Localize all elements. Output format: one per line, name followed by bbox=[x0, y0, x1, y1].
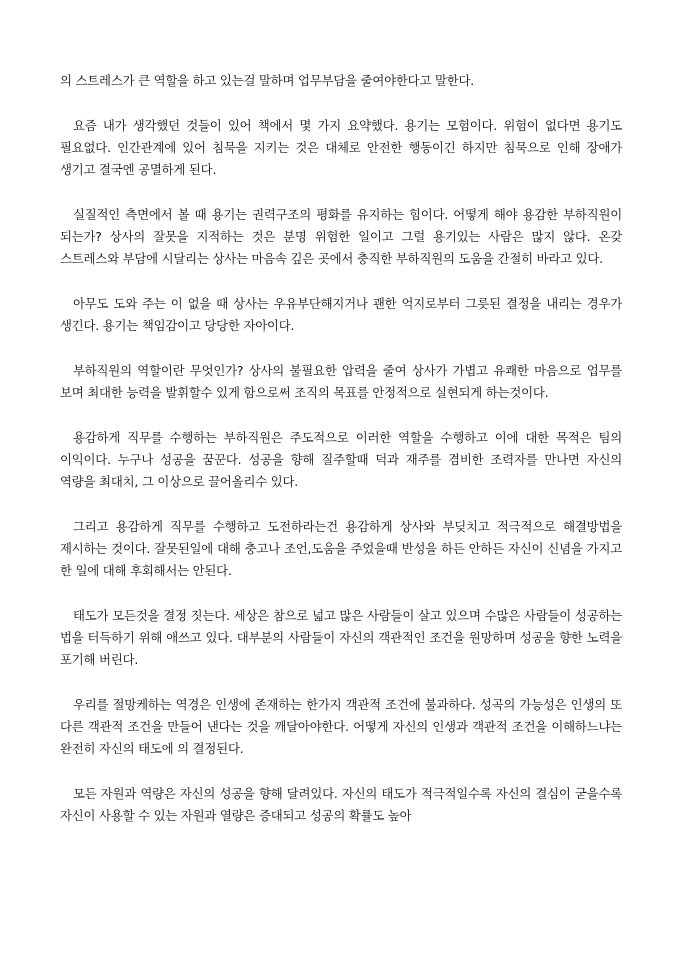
paragraph-continuation: 의 스트레스가 큰 역할을 하고 있는걸 말하며 업무부담을 줄여야한다고 말한다. bbox=[60, 73, 475, 88]
paragraph-challenge: 그리고 용감하게 직무를 수행하고 도전하라는건 용감하게 상사와 부딪치고 적극적으로 해결방법을 제시하는 것이다. 잘못된일에 대해 충고나 조언,도움을 주었을때 반성을 하든 안하든 자신이 신념을 가지고 한 일에 대해 후회해서는 안된다. bbox=[60, 519, 622, 578]
paragraph-indecision: 아무도 도와 주는 이 없을 때 상사는 우유부단해지거나 괜한 억지로부터 그릇된 결정을 내리는 경우가 생긴다. 용기는 책임감이고 당당한 자아이다. bbox=[60, 296, 622, 333]
paragraph-adversity: 우리를 절망케하는 역경은 인생에 존재하는 한가지 객관적 조건에 불과하다. 성곡의 가능성은 인생의 또 다른 객관적 조건을 만들어 낸다는 것을 깨달아야한다. 어떻게 자신의 인생과 객관적 조건을 이해하느냐는 완전히 자신의 태도에 의 결정된다. bbox=[60, 697, 622, 756]
paragraph-courage-summary: 요즘 내가 생각했던 것들이 있어 책에서 몇 가지 요약했다. 용기는 모험이다. 위험이 없다면 용기도 필요없다. 인간관계에 있어 침묵을 지키는 것은 대체로 안전한 행동이긴 하지만 침묵으로 인해 장애가 생기고 결국엔 공멸하게 된다. bbox=[60, 118, 622, 177]
paragraph-power-structure: 실질적인 측면에서 볼 때 용기는 권력구조의 평화를 유지하는 힘이다. 어떻게 해야 용감한 부하직원이 되는가? 상사의 잘못을 지적하는 것은 분명 위험한 일이고 그럴 용기있는 사람은 많지 않다. 온갖 스트레스와 부담에 시달리는 상사는 마음속 깊은 곳에서 충직한 부하직원의 도움을 간절히 바라고 있다. bbox=[60, 207, 622, 266]
document-page bbox=[60, 70, 622, 850]
paragraph-brave-duty: 용감하게 직무를 수행하는 부하직원은 주도적으로 이러한 역할을 수행하고 이에 대한 목적은 팀의 이익이다. 누구나 성공을 꿈꾼다. 성공을 향해 질주할때 덕과 재주를 겸비한 조력자를 만나면 자신의 역량을 최대치, 그 이상으로 끌어올리수 있다. bbox=[60, 430, 622, 489]
paragraph-attitude: 태도가 모든것을 결정 짓는다. 세상은 참으로 넓고 많은 사람들이 살고 있으며 수많은 사람들이 성공하는 법을 터득하기 위해 애쓰고 있다. 대부분의 사람들이 자신의 객관적인 조건을 원망하며 성공을 향한 노력을 포기해 버린다. bbox=[60, 608, 622, 667]
paragraph-subordinate-role: 부하직원의 역할이란 무엇인가? 상사의 불필요한 압력을 줄여 상사가 가볍고 유쾌한 마음으로 업무를 보며 최대한 능력을 발휘할수 있게 함으로써 조직의 목표를 안정적으로 실현되게 하는것이다. bbox=[60, 363, 622, 400]
paragraph-resources: 모든 자원과 역량은 자신의 성공을 향해 달려있다. 자신의 태도가 적극적일수록 자신의 결심이 굳을수록 자신이 사용할 수 있는 자원과 열량은 증대되고 성공의 확률도 높아 bbox=[60, 786, 622, 823]
